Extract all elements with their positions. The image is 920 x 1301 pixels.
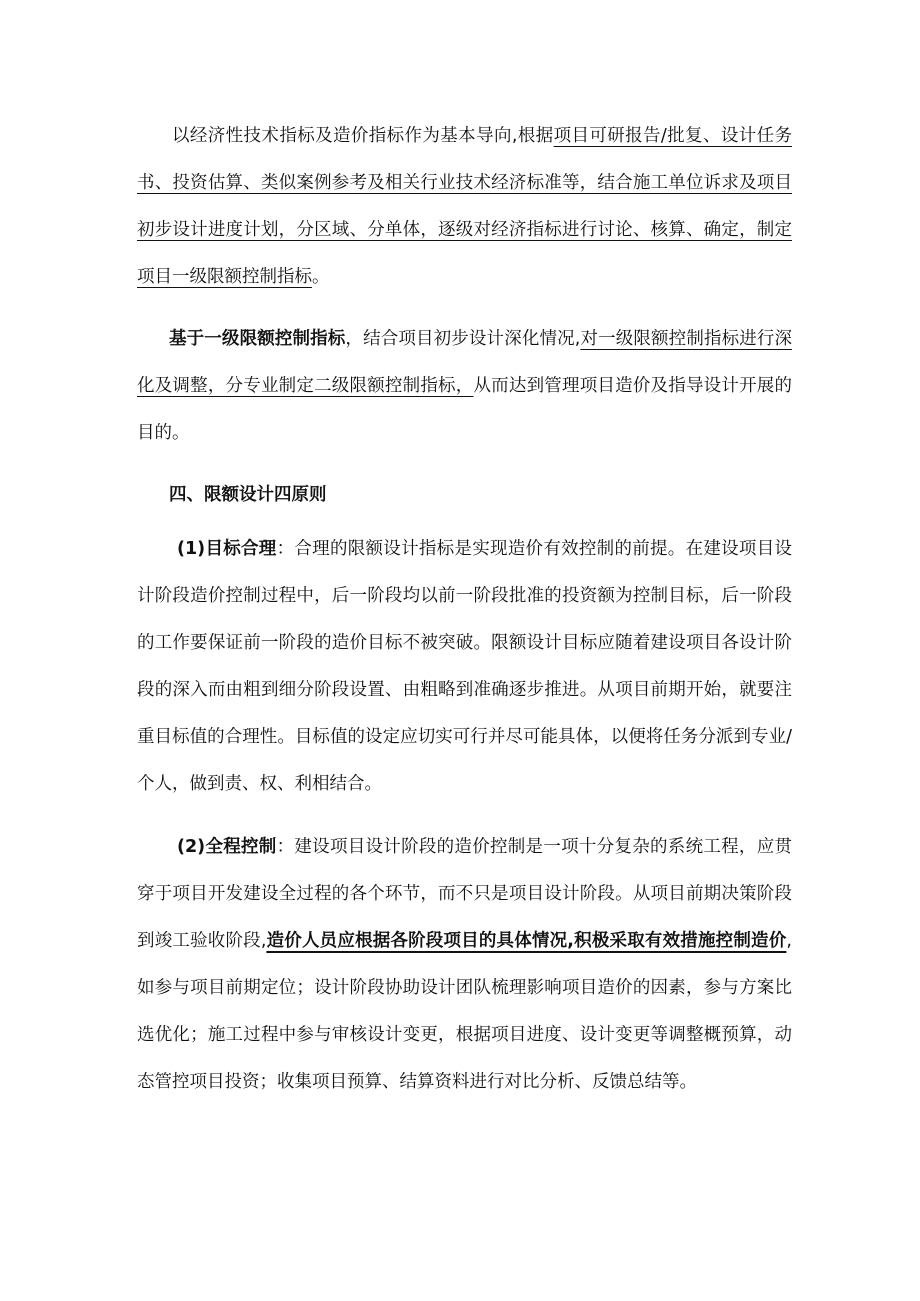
p1-underlined-text: 项目可研报告/批复、设计任务书、投资估算、类似案例参考及相关行业技术经济标准等，结合施工单位诉求及项目初步设计进度计划，分区域、分单体，逐级对经济指标进行讨论、核算、确定，制定项目一级限额控制指标 — [137, 126, 792, 287]
section-heading: 四、限额设计四原则 — [169, 485, 327, 505]
p4-text: ：建设项目设计阶段的造价控制是一项十分复杂的系统工程，应贯穿于项目开发建设全过程的各个环节，而不只是项目设计阶段。从项目前期决策阶段到竣工验收阶段, — [137, 837, 792, 951]
p2-bold-lead: 基于一级限额控制指标 — [169, 329, 346, 349]
paragraph-principle-2 — [137, 824, 792, 1106]
p4-bold-lead: (2)全程控制 — [177, 837, 277, 857]
paragraph-economic-indicators — [137, 113, 792, 301]
p3-text: ：合理的限额设计指标是实现造价有效控制的前提。在建设项目设计阶段造价控制过程中，后一阶段均以前一阶段批准的投资额为控制目标，后一阶段的工作要保证前一阶段的造价目标不被突破。限额设计目标应随着建设项目各设计阶段的深入而由粗到细分阶段设置、由粗略到准确逐步推进。从项目前期开始，就要注重目标值的合理性。目标值的设定应切实可行并尽可能具体，以便将任务分派到专业/个人，做到责、权、利相结合。 — [137, 539, 792, 794]
p1-text: 以经济性技术指标及造价指标作为基本导向,根据 — [172, 126, 554, 146]
p2-text-end: 从而达到管理项目造价及指导设计开展的目的。 — [137, 376, 793, 443]
p2-underlined-text: 对一级限额控制指标进行深化及调整，分专业制定二级限额控制指标， — [137, 329, 793, 396]
p4-text-end: ,如参与项目前期定位；设计阶段协助设计团队梳理影响项目造价的因素，参与方案比选优化；施工过程中参与审核设计变更，根据项目进度、设计变更等调整概预算，动态管控项目投资；收集项目预算、结算资料进行对比分析、反馈总结等。 — [137, 931, 792, 1092]
p2-text: ，结合项目初步设计深化情况, — [345, 329, 581, 349]
p4-bold-underlined-text: 造价人员应根据各阶段项目的具体情况,积极采取有效措施控制造价 — [266, 931, 787, 951]
p3-bold-lead: (1)目标合理 — [177, 539, 277, 559]
paragraph-second-level-limits — [137, 316, 792, 457]
p1-end: 。 — [312, 267, 330, 287]
paragraph-principle-1 — [137, 526, 792, 808]
